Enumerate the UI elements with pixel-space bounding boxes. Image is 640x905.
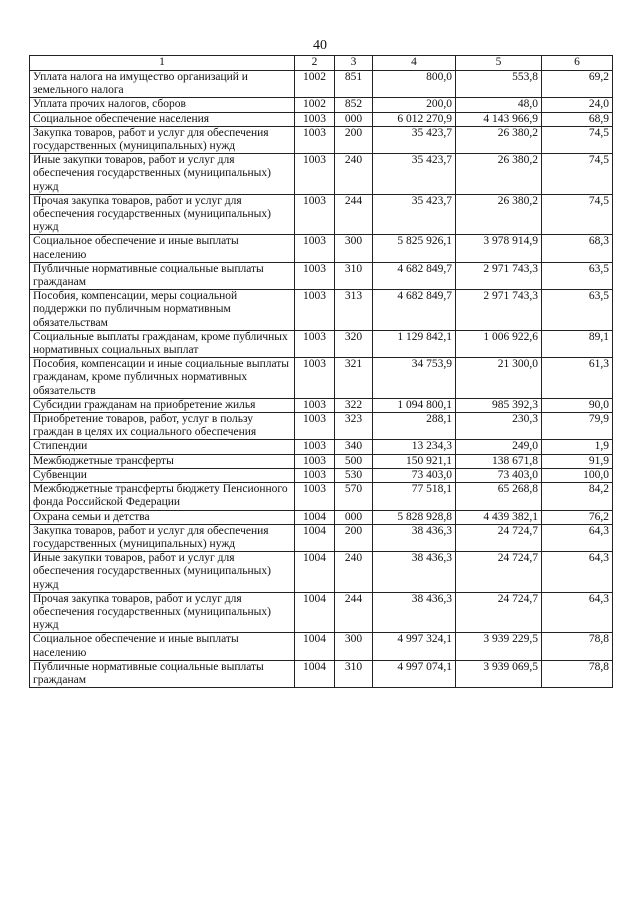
table-row — [30, 440, 613, 454]
column-header: 5 — [456, 56, 542, 71]
section-code-cell: 1004 — [295, 633, 335, 660]
row-name-cell: Пособия, компенсации и иные социальные выплаты гражданам, кроме публичных нормативных обязательств — [30, 358, 295, 399]
execution-percent-cell: 89,1 — [542, 330, 613, 357]
section-code-cell: 1003 — [295, 112, 335, 126]
planned-amount-cell: 288,1 — [373, 413, 456, 440]
column-header: 6 — [542, 56, 613, 71]
executed-amount-cell: 2 971 743,3 — [456, 262, 542, 289]
planned-amount-cell: 4 997 074,1 — [373, 660, 456, 687]
execution-percent-cell: 69,2 — [542, 71, 613, 98]
row-name-cell: Субвенции — [30, 468, 295, 482]
row-name-cell: Социальное обеспечение населения — [30, 112, 295, 126]
table-row — [30, 358, 613, 399]
executed-amount-cell: 24 724,7 — [456, 524, 542, 551]
section-code-cell: 1003 — [295, 290, 335, 331]
expense-type-cell: 321 — [335, 358, 373, 399]
table-row — [30, 126, 613, 153]
row-name-cell: Социальное обеспечение и иные выплаты населению — [30, 633, 295, 660]
executed-amount-cell: 553,8 — [456, 71, 542, 98]
execution-percent-cell: 76,2 — [542, 510, 613, 524]
row-name-cell: Межбюджетные трансферты — [30, 454, 295, 468]
table-row — [30, 154, 613, 195]
execution-percent-cell: 74,5 — [542, 194, 613, 235]
planned-amount-cell: 73 403,0 — [373, 468, 456, 482]
column-header: 4 — [373, 56, 456, 71]
row-name-cell: Пособия, компенсации, меры социальной поддержки по публичным нормативным обязательствам — [30, 290, 295, 331]
executed-amount-cell: 21 300,0 — [456, 358, 542, 399]
section-code-cell: 1003 — [295, 358, 335, 399]
table-row — [30, 398, 613, 412]
row-name-cell: Иные закупки товаров, работ и услуг для обеспечения государственных (муниципальных) нужд — [30, 154, 295, 195]
row-name-cell: Стипендии — [30, 440, 295, 454]
expense-type-cell: 500 — [335, 454, 373, 468]
row-name-cell: Уплата налога на имущество организаций и земельного налога — [30, 71, 295, 98]
execution-percent-cell: 74,5 — [542, 126, 613, 153]
expense-type-cell: 244 — [335, 194, 373, 235]
table-row — [30, 524, 613, 551]
executed-amount-cell: 26 380,2 — [456, 154, 542, 195]
table-row — [30, 483, 613, 510]
expense-type-cell: 570 — [335, 483, 373, 510]
expense-type-cell: 323 — [335, 413, 373, 440]
table-row — [30, 660, 613, 687]
execution-percent-cell: 24,0 — [542, 98, 613, 112]
section-code-cell: 1003 — [295, 262, 335, 289]
expense-type-cell: 320 — [335, 330, 373, 357]
row-name-cell: Закупка товаров, работ и услуг для обеспечения государственных (муниципальных) нужд — [30, 126, 295, 153]
execution-percent-cell: 68,9 — [542, 112, 613, 126]
executed-amount-cell: 4 439 382,1 — [456, 510, 542, 524]
executed-amount-cell: 26 380,2 — [456, 194, 542, 235]
table-row — [30, 633, 613, 660]
row-name-cell: Публичные нормативные социальные выплаты гражданам — [30, 660, 295, 687]
executed-amount-cell: 4 143 966,9 — [456, 112, 542, 126]
expense-type-cell: 313 — [335, 290, 373, 331]
executed-amount-cell: 73 403,0 — [456, 468, 542, 482]
expense-type-cell: 851 — [335, 71, 373, 98]
budget-table — [29, 55, 613, 688]
row-name-cell: Прочая закупка товаров, работ и услуг для обеспечения государственных (муниципальных) нужд — [30, 592, 295, 633]
executed-amount-cell: 138 671,8 — [456, 454, 542, 468]
planned-amount-cell: 800,0 — [373, 71, 456, 98]
section-code-cell: 1003 — [295, 126, 335, 153]
execution-percent-cell: 63,5 — [542, 262, 613, 289]
planned-amount-cell: 13 234,3 — [373, 440, 456, 454]
planned-amount-cell: 150 921,1 — [373, 454, 456, 468]
column-header: 1 — [30, 56, 295, 71]
planned-amount-cell: 200,0 — [373, 98, 456, 112]
execution-percent-cell: 78,8 — [542, 660, 613, 687]
row-name-cell: Уплата прочих налогов, сборов — [30, 98, 295, 112]
execution-percent-cell: 68,3 — [542, 235, 613, 262]
table-row — [30, 413, 613, 440]
table-row — [30, 262, 613, 289]
executed-amount-cell: 230,3 — [456, 413, 542, 440]
table-row — [30, 112, 613, 126]
section-code-cell: 1003 — [295, 440, 335, 454]
planned-amount-cell: 34 753,9 — [373, 358, 456, 399]
planned-amount-cell: 5 825 926,1 — [373, 235, 456, 262]
row-name-cell: Публичные нормативные социальные выплаты гражданам — [30, 262, 295, 289]
executed-amount-cell: 3 939 229,5 — [456, 633, 542, 660]
execution-percent-cell: 84,2 — [542, 483, 613, 510]
row-name-cell: Иные закупки товаров, работ и услуг для обеспечения государственных (муниципальных) нужд — [30, 552, 295, 593]
row-name-cell: Закупка товаров, работ и услуг для обеспечения государственных (муниципальных) нужд — [30, 524, 295, 551]
executed-amount-cell: 24 724,7 — [456, 592, 542, 633]
section-code-cell: 1003 — [295, 194, 335, 235]
execution-percent-cell: 1,9 — [542, 440, 613, 454]
executed-amount-cell: 26 380,2 — [456, 126, 542, 153]
planned-amount-cell: 77 518,1 — [373, 483, 456, 510]
expense-type-cell: 244 — [335, 592, 373, 633]
column-header: 2 — [295, 56, 335, 71]
expense-type-cell: 240 — [335, 552, 373, 593]
planned-amount-cell: 4 682 849,7 — [373, 262, 456, 289]
execution-percent-cell: 100,0 — [542, 468, 613, 482]
section-code-cell: 1004 — [295, 552, 335, 593]
executed-amount-cell: 3 939 069,5 — [456, 660, 542, 687]
table-row — [30, 71, 613, 98]
row-name-cell: Социальные выплаты гражданам, кроме публичных нормативных социальных выплат — [30, 330, 295, 357]
execution-percent-cell: 91,9 — [542, 454, 613, 468]
execution-percent-cell: 74,5 — [542, 154, 613, 195]
execution-percent-cell: 61,3 — [542, 358, 613, 399]
planned-amount-cell: 38 436,3 — [373, 524, 456, 551]
expense-type-cell: 300 — [335, 235, 373, 262]
execution-percent-cell: 79,9 — [542, 413, 613, 440]
section-code-cell: 1003 — [295, 330, 335, 357]
execution-percent-cell: 90,0 — [542, 398, 613, 412]
expense-type-cell: 322 — [335, 398, 373, 412]
executed-amount-cell: 48,0 — [456, 98, 542, 112]
table-row — [30, 98, 613, 112]
planned-amount-cell: 1 129 842,1 — [373, 330, 456, 357]
planned-amount-cell: 6 012 270,9 — [373, 112, 456, 126]
section-code-cell: 1002 — [295, 71, 335, 98]
executed-amount-cell: 24 724,7 — [456, 552, 542, 593]
section-code-cell: 1003 — [295, 454, 335, 468]
row-name-cell: Межбюджетные трансферты бюджету Пенсионного фонда Российской Федерации — [30, 483, 295, 510]
expense-type-cell: 200 — [335, 126, 373, 153]
expense-type-cell: 200 — [335, 524, 373, 551]
row-name-cell: Прочая закупка товаров, работ и услуг для обеспечения государственных (муниципальных) нужд — [30, 194, 295, 235]
planned-amount-cell: 1 094 800,1 — [373, 398, 456, 412]
table-row — [30, 592, 613, 633]
section-code-cell: 1004 — [295, 510, 335, 524]
planned-amount-cell: 35 423,7 — [373, 126, 456, 153]
table-row — [30, 235, 613, 262]
section-code-cell: 1003 — [295, 468, 335, 482]
planned-amount-cell: 4 682 849,7 — [373, 290, 456, 331]
planned-amount-cell: 35 423,7 — [373, 154, 456, 195]
execution-percent-cell: 64,3 — [542, 524, 613, 551]
expense-type-cell: 240 — [335, 154, 373, 195]
table-row — [30, 454, 613, 468]
table-row — [30, 468, 613, 482]
table-row — [30, 510, 613, 524]
column-header: 3 — [335, 56, 373, 71]
section-code-cell: 1002 — [295, 98, 335, 112]
expense-type-cell: 340 — [335, 440, 373, 454]
row-name-cell: Социальное обеспечение и иные выплаты населению — [30, 235, 295, 262]
section-code-cell: 1003 — [295, 413, 335, 440]
section-code-cell: 1004 — [295, 524, 335, 551]
table-row — [30, 330, 613, 357]
planned-amount-cell: 4 997 324,1 — [373, 633, 456, 660]
expense-type-cell: 000 — [335, 510, 373, 524]
execution-percent-cell: 78,8 — [542, 633, 613, 660]
planned-amount-cell: 5 828 928,8 — [373, 510, 456, 524]
header-row — [30, 56, 613, 71]
planned-amount-cell: 38 436,3 — [373, 592, 456, 633]
row-name-cell: Приобретение товаров, работ, услуг в пользу граждан в целях их социального обеспечения — [30, 413, 295, 440]
execution-percent-cell: 63,5 — [542, 290, 613, 331]
row-name-cell: Охрана семьи и детства — [30, 510, 295, 524]
executed-amount-cell: 985 392,3 — [456, 398, 542, 412]
executed-amount-cell: 249,0 — [456, 440, 542, 454]
section-code-cell: 1003 — [295, 235, 335, 262]
planned-amount-cell: 35 423,7 — [373, 194, 456, 235]
executed-amount-cell: 1 006 922,6 — [456, 330, 542, 357]
section-code-cell: 1004 — [295, 592, 335, 633]
expense-type-cell: 852 — [335, 98, 373, 112]
expense-type-cell: 530 — [335, 468, 373, 482]
table-row — [30, 194, 613, 235]
section-code-cell: 1003 — [295, 154, 335, 195]
section-code-cell: 1003 — [295, 483, 335, 510]
expense-type-cell: 000 — [335, 112, 373, 126]
execution-percent-cell: 64,3 — [542, 552, 613, 593]
expense-type-cell: 310 — [335, 262, 373, 289]
section-code-cell: 1004 — [295, 660, 335, 687]
expense-type-cell: 310 — [335, 660, 373, 687]
execution-percent-cell: 64,3 — [542, 592, 613, 633]
row-name-cell: Субсидии гражданам на приобретение жилья — [30, 398, 295, 412]
planned-amount-cell: 38 436,3 — [373, 552, 456, 593]
expense-type-cell: 300 — [335, 633, 373, 660]
table-row — [30, 290, 613, 331]
executed-amount-cell: 2 971 743,3 — [456, 290, 542, 331]
executed-amount-cell: 65 268,8 — [456, 483, 542, 510]
table-row — [30, 552, 613, 593]
page-number: 40 — [313, 38, 327, 53]
section-code-cell: 1003 — [295, 398, 335, 412]
executed-amount-cell: 3 978 914,9 — [456, 235, 542, 262]
